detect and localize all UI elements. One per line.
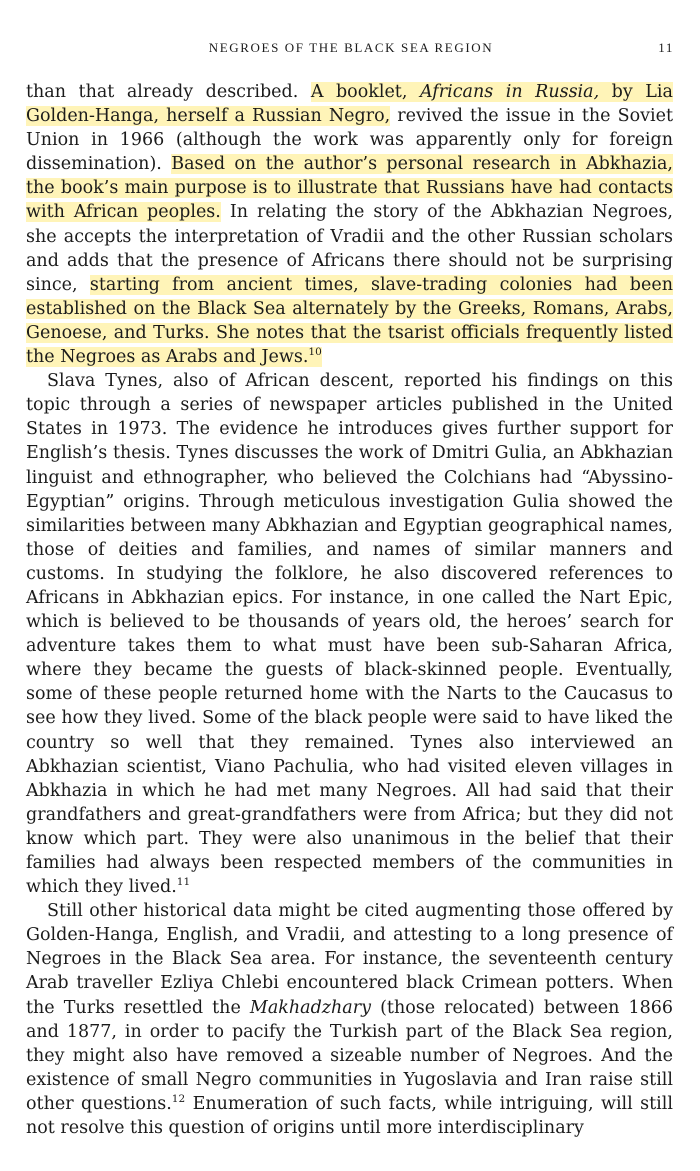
highlighted-passage (26, 275, 673, 367)
italic-term: Makhadzhary (249, 997, 371, 1018)
highlighted-passage: Based on the author’s personal research in Abkhazia, the book’s main purpose is to illustrate that Russians have had contacts with African peoples. (26, 154, 673, 223)
book-title: Africans in Russia, (419, 82, 600, 102)
text-run: (those relocated) between 1866 and 1877, in order to pacify the Turkish part of the Black Sea region, they might also have removed a sizeable number of Negroes. And the existence of small Negro communities in Yugoslavia and Iran raise still other questions. (26, 997, 673, 1114)
text-run: A booklet, (310, 82, 408, 102)
text-run: In relating the story of the Abkhazian Negroes, she accepts the interpretation of Vradii and the other Russian scholars and adds that the presence of Africans there should not be surprising since, (26, 202, 673, 295)
running-head (28, 40, 674, 60)
text-run: starting from ancient times, slave-trading colonies had been established on the Black Sea alternately by the Greeks, Romans, Arabs, Genoese, and Turks. She notes that the tsarist officials frequently listed the Negroes as Arabs and Jews. (26, 274, 673, 368)
paragraph-2 (26, 369, 673, 899)
text-run: by Lia Golden-Hanga, herself a Russian Negro, (26, 82, 673, 127)
paragraph-1 (26, 80, 673, 369)
footnote-ref: 12 (171, 1093, 186, 1106)
paragraph-3 (26, 899, 673, 1140)
text-run: Enumeration of such facts, while intriguing, will still not resolve this question of origins until more interdisciplinary (26, 1093, 673, 1139)
footnote-ref: 10 (308, 346, 322, 359)
text-run: than that already described. (26, 82, 299, 102)
page-number: 11 (658, 40, 674, 55)
text-run: revived the issue in the Soviet Union in 1966 (although the work was apparently only for foreign dissemination). (26, 106, 673, 175)
footnote-ref: 11 (176, 876, 191, 889)
text-run: Slava Tynes, also of African descent, reported his findings on this topic through a series of newspaper articles published in the United States in 1973. The evidence he introduces gives further support for English’s thesis. Tynes discusses the work of Dmitri Gulia, an Abkhazian linguist and ethnographer, who believed the Colchians had “Abyssino-Egyptian” origins. Through meticulous investigation Gulia showed the similarities between many Abkhazian and Egyptian geographical names, those of deities and families, and names of similar manners and customs. In studying the folklore, he also discovered references to Africans in Abkhazian epics. For instance, in one called the Nart Epic, which is believed to be thousands of years old, the heroes’ search for adventure takes them to what must have been sub-Saharan Africa, where they became the guests of black-skinned people. Eventually, some of these people returned home with the Narts to the Caucasus to see how they lived. Some of the black people were said to have liked the country so well that they remained. Tynes also interviewed an Abkhazian scientist, Viano Pachulia, who had visited eleven villages in Abkhazia in which he had met many Negroes. All had said that their grandfathers and great-grandfathers were from Africa; but they did not know which part. They were also unanimous in the belief that their families had always been respected members of the communities in which they lived. (26, 371, 673, 898)
running-title: NEGROES OF THE BLACK SEA REGION (208, 40, 494, 55)
body-text (26, 80, 673, 1140)
text-run: Still other historical data might be cited augmenting those offered by Golden-Hanga, English, and Vradii, and attesting to a long presence of Negroes in the Black Sea area. For instance, the seventeenth century Arab traveller Ezliya Chlebi encountered black Crimean potters. When the Turks resettled the (26, 901, 673, 1018)
